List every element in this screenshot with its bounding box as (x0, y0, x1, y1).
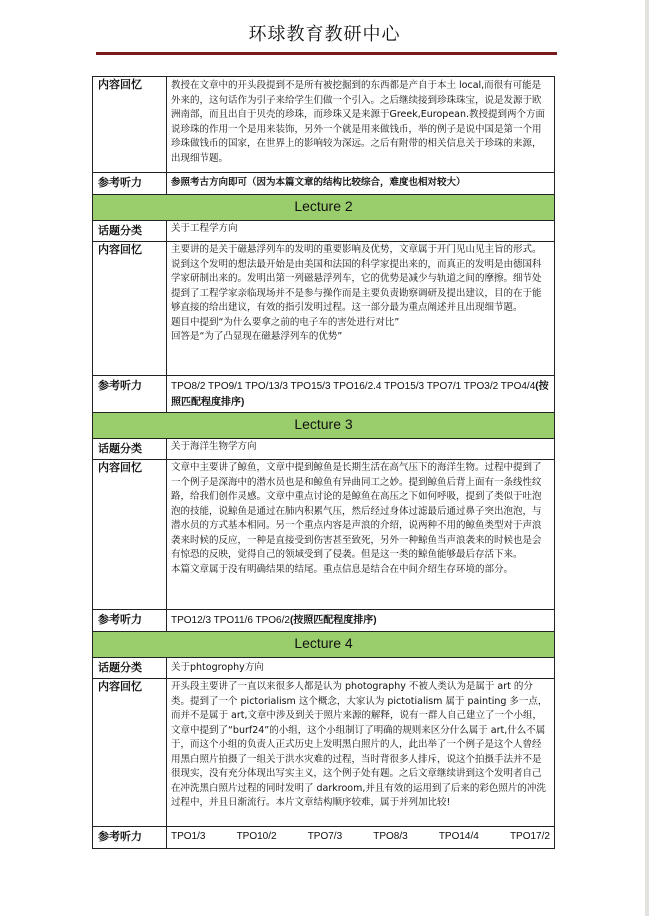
tpo-item: TPO7/3 (307, 831, 343, 842)
paragraph: 教授在文章中的开头段提到不是所有被挖掘到的东西都是产自于本土 local,而很有可能是外来的，这句话作为引子来给学生们做一个引入。之后继续接到珍珠珠宝，说是发源于欧洲南部，而且出自于贝壳的珍珠，而珍珠又是来源于Greek,European.教授提到两个方面说珍珠的作用一个是用来装饰，另外一个就是用来做钱币，举的例子是说中国是第一个用珍珠做钱币的国家，在世界上的影响较为深远。之后有附带的相关信息关于珍珠的来源，出现细节题。 (171, 80, 546, 164)
table-row (93, 376, 555, 413)
header-rule (96, 52, 557, 55)
table-row (93, 77, 555, 173)
tpo-item: TPO10/2 (236, 831, 277, 842)
ranking-note: (按照匹配程度排序) (171, 381, 549, 408)
table-row (93, 827, 555, 849)
reference-listening-list (167, 827, 555, 849)
lecture-title: Lecture 2 (93, 195, 555, 221)
reference-listening-list (167, 610, 555, 632)
paragraph: 开头段主要讲了一直以来很多人都是认为 photography 不被人类认为是属于 art 的分类。提到了一个 pictorialism 这个概念，大家认为 pictotialism 属于 painting 多一点，而并不是属于 art,文章中涉及到关于照片来源的解释，说有一群人自己建立了一个小组，文章中提到了“burf24”的小组，这个小组制订了明确的规则来区分什么属于 art,什么不属于，而这个小组的负责人正式历史上发明黑白照片的人，此出举了一个例子是这个人曾经用黑白照片拍摄了一组关于洪水灾难的过程，当时背很多人排斥，说这个拍摄手法并不是很现实，没有充分体现出写实主义，这个例子处有题。之后文章继续讲到这个发明者自己在冲洗黑白照片过程的同时发明了 darkroom,并且有效的运用到了后来的彩色照片的冲洗过程中，并且日渐流行。本片文章结构顺序较难，属于并列加比较! (171, 681, 548, 808)
lecture-title: Lecture 3 (93, 413, 555, 439)
page-header-title: 环球教育教研中心 (248, 24, 401, 45)
topic-category-text: 关于工程学方向 (167, 221, 555, 242)
row-label: 参考听力 (93, 173, 167, 195)
row-label: 话题分类 (93, 221, 167, 242)
reference-listening-text: 参照考古方向即可（因为本篇文章的结构比较综合，难度也相对较大） (167, 173, 555, 195)
tpo-list: TPO8/2 TPO9/1 TPO/13/3 TPO15/3 TPO16/2.4 TPO15/3 TPO7/1 TPO3/2 TPO4/4 (171, 381, 536, 392)
page-edge (645, 0, 649, 916)
tpo-item: TPO8/3 (373, 831, 408, 842)
section-header-row (93, 195, 555, 221)
table-row (93, 460, 555, 610)
row-label: 参考听力 (93, 610, 167, 632)
row-label: 话题分类 (93, 439, 167, 460)
topic-category-text: 关于海洋生物学方向 (167, 439, 555, 460)
paragraph: 文章中主要讲了鲸鱼，文章中提到鲸鱼是长期生活在高气压下的海洋生物。过程中提到了一个例子是深海中的潜水员也是和鲸鱼有异曲同工之妙。提到鲸鱼后背上面有一条线性纹路，给我们创作灵感。文章中重点讨论的是鲸鱼在高压之下如何呼吸，提到了类似于吐泡泡的技能，说鲸鱼是通过在肺内积累气压，然后经过身体过滤最后通过鼻子突出泡泡，与潜水员的方式基本相同。另一个重点内容是声浪的介绍，说两种不用的鲸鱼类型对于声浪袭来时候的反应，一种是直接受到伤害甚至致死，另外一种鲸鱼当声浪袭来的时候也是会有惊恐的反映，觉得自己的领域受到了侵袭。但是这一类的鲸鱼能够最后存活下来。 本篇文章属于没有明确结果的结尾。重点信息是结合在中间介绍生存环境的部分。 (171, 462, 542, 575)
lecture-summary-table (92, 76, 555, 849)
tpo-item: TPO1/3 (171, 831, 206, 842)
tpo-list: TPO12/3 TPO11/6 TPO6/2 (171, 615, 290, 626)
reference-listening-list (167, 376, 555, 413)
row-label: 内容回忆 (93, 242, 167, 376)
lecture-title: Lecture 4 (93, 632, 555, 658)
row-label: 话题分类 (93, 658, 167, 679)
tpo-item: TPO14/4 (438, 831, 479, 842)
content-recall-text (167, 679, 555, 827)
row-label: 内容回忆 (93, 679, 167, 827)
ranking-note: (按照匹配程度排序) (289, 615, 377, 626)
table-row (93, 221, 555, 242)
row-label: 参考听力 (93, 376, 167, 413)
content-recall-text (167, 242, 555, 376)
tpo-items (171, 830, 550, 845)
paragraph: 主要讲的是关于磁悬浮列车的发明的重要影响及优势，文章属于开门见山见主旨的形式。 说到这个发明的想法最开始是由美国和法国的科学家提出来的，而真正的发明是由德国科学家研制出来的。发明出第一列磁悬浮列车，它的优势是减少与轨道之间的摩擦。细节处提到了工程学家亲临现场并不是参与操作而是主要负责勘察调研及提出建议，目的在于能够直接的给出建议，有效的指引发明过程。这一部分最为重点阐述并且出现细节题。 题目中提到“为什么要拿之前的电子车的害处进行对比” 回答是“为了凸显现在磁悬浮列车的优势” (171, 244, 542, 342)
row-label: 参考听力 (93, 827, 167, 849)
table-row (93, 173, 555, 195)
table-row (93, 242, 555, 376)
table-row (93, 610, 555, 632)
section-header-row (93, 632, 555, 658)
topic-category-text: 关于phtogrophy方向 (167, 658, 555, 679)
row-label: 内容回忆 (93, 460, 167, 610)
table-row (93, 658, 555, 679)
row-label: 内容回忆 (93, 77, 167, 173)
section-header-row (93, 413, 555, 439)
content-recall-text (167, 77, 555, 173)
table-row (93, 679, 555, 827)
tpo-item: TPO17/2 (509, 831, 550, 842)
table-row (93, 439, 555, 460)
content-recall-text (167, 460, 555, 610)
